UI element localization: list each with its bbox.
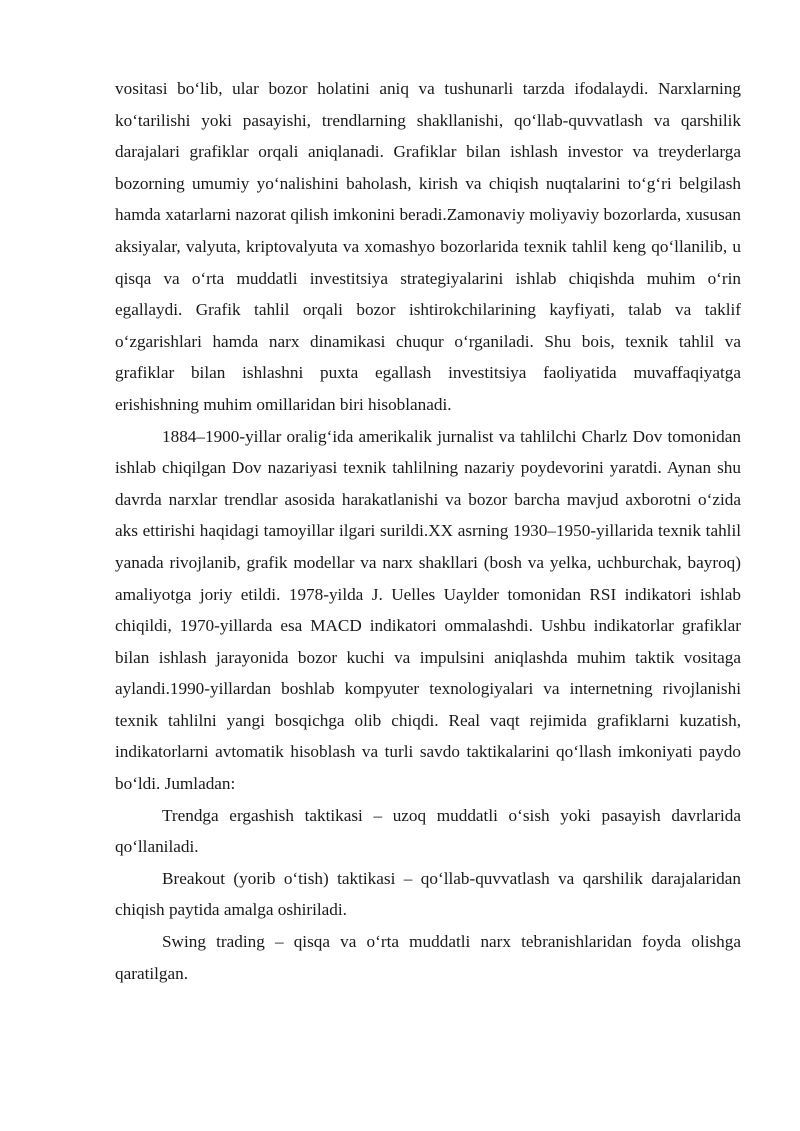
paragraph-breakout: Breakout (yorib o‘tish) taktikasi – qo‘llab-quvvatlash va qarshilik darajalaridan chiqish paytida amalga oshiriladi. <box>115 868 741 920</box>
document-page <box>115 73 741 989</box>
paragraph-swing-trading: Swing trading – qisqa va o‘rta muddatli narx tebranishlaridan foyda olishga qaratilgan. <box>115 932 741 983</box>
paragraph-continuation: vositasi bo‘lib, ular bozor holatini aniq va tushunarli tarzda ifodalaydi. Narxlarning ko‘tarilishi yoki pasayishi, trendlarning shakllanishi, qo‘llab-quvvatlash va qarshilik darajalari grafiklar orqali aniqlanadi. Grafiklar bilan ishlash investor va treyderlarga bozorning umumiy yo‘nalishini baholash, kirish va chiqish nuqtalarini to‘g‘ri belgilash hamda xatarlarni nazorat qilish imkonini beradi.Zamonaviy moliyaviy bozorlarda, xususan aksiyalar, valyuta, kriptovalyuta va xomashyo bozorlarida texnik tahlil keng qo‘llanilib, u qisqa va o‘rta muddatli investitsiya strategiyalarini ishlab chiqishda muhim o‘rin egallaydi. Grafik tahlil orqali bozor ishtirokchilarining kayfiyati, talab va taklif o‘zgarishlari hamda narx dinamikasi chuqur o‘rganiladi. Shu bois, texnik tahlil va grafiklar bilan ishlashni puxta egallash investitsiya faoliyatida muvaffaqiyatga erishishning muhim omillaridan biri hisoblanadi. <box>115 79 741 414</box>
paragraph-trend-following: Trendga ergashish taktikasi – uzoq muddatli o‘sish yoki pasayish davrlarida qo‘llaniladi. <box>115 805 741 857</box>
paragraph-history: 1884–1900-yillar oralig‘ida amerikalik jurnalist va tahlilchi Charlz Dov tomonidan ishlab chiqilgan Dov nazariyasi texnik tahlilning nazariy poydevorini yaratdi. Aynan shu davrda narxlar trendlar asosida harakatlanishi va bozor barcha mavjud axborotni o‘zida aks ettirishi haqidagi tamoyillar ilgari surildi.XX asrning 1930–1950-yillarida texnik tahlil yanada rivojlanib, grafik modellar va narx shakllari (bosh va yelka, uchburchak, bayroq) amaliyotga joriy etildi. 1978-yilda J. Uelles Uaylder tomonidan RSI indikatori ishlab chiqildi, 1970-yillarda esa MACD indikatori ommalashdi. Ushbu indikatorlar grafiklar bilan ishlash jarayonida bozor kuchi va impulsini aniqlashda muhim taktik vositaga aylandi.1990-yillardan boshlab kompyuter texnologiyalari va internetning rivojlanishi texnik tahlilni yangi bosqichga olib chiqdi. Real vaqt rejimida grafiklarni kuzatish, indikatorlarni avtomatik hisoblash va turli savdo taktikalarini qo‘llash imkoniyati paydo bo‘ldi. Jumladan: <box>115 426 741 794</box>
